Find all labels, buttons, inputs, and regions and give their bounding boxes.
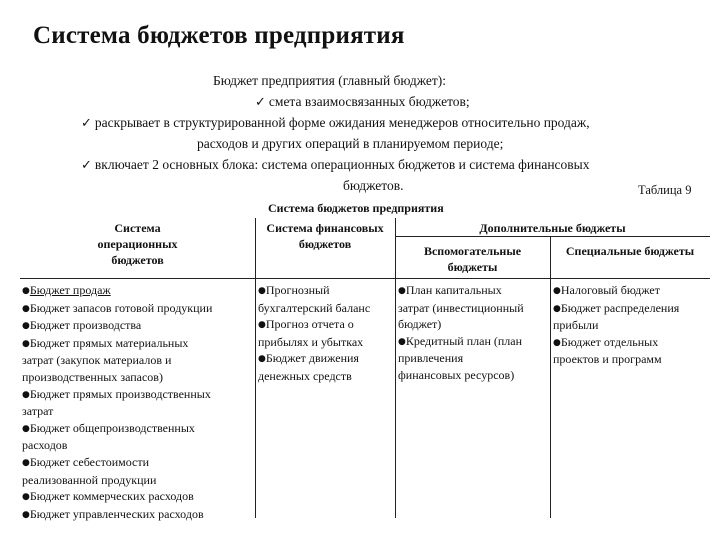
list-item: затрат [22,404,54,419]
header-financial [255,220,395,252]
header-operational-line: бюджетов [111,253,164,267]
list-item: производственных запасов) [22,369,163,384]
list-item: бухгалтерский баланс [258,300,371,315]
column-special: ●Налоговый бюджет ●Бюджет распределения прибыли ●Бюджет отдельных проектов и программ [553,283,680,367]
list-item: привлечения [398,351,464,366]
intro-bullet-1 [255,91,470,113]
intro-bullet-2 [81,112,590,134]
checkmark-icon: ✓ [81,158,92,173]
list-item: затрат (инвестиционный [398,300,524,315]
list-item: Кредитный план (план [405,333,523,348]
list-item: реализованной продукции [22,472,157,487]
list-item: финансовых ресурсов) [398,367,515,382]
list-item: Бюджет прямых материальных [29,335,189,350]
list-item: прибыли [553,318,599,333]
checkmark-icon: ✓ [81,116,92,131]
list-item: Бюджет общепроизводственных [29,420,195,435]
intro-bullet-1-text: смета взаимосвязанных бюджетов; [268,94,470,109]
page-title: Система бюджетов предприятия [33,22,405,49]
intro-bullet-3-line2: бюджетов. [343,178,404,193]
list-item: расходов [22,438,68,453]
header-auxiliary-line: Вспомогательные [423,244,522,258]
list-item: Бюджет коммерческих расходов [29,489,194,504]
column-operational: ●Бюджет продаж ●Бюджет запасов готовой продукции ●Бюджет производства ●Бюджет прямых материальных затрат (закупок материалов и производственных запасов) ●Бюджет прямых производственных затрат ●Бюджет общепроизводственных расходов ●Бюджет себестоимости реализованной продукции ●Бюджет коммерческих расходов ●Бюджет управленческих расходов [22,283,213,521]
header-operational-line: Система [114,221,161,235]
list-item: Прогнозный [265,283,330,297]
list-item: Бюджет отдельных [560,334,659,349]
list-item: Бюджет распределения [560,300,680,315]
budget-table [20,218,710,521]
list-item: Бюджет продаж [29,283,111,297]
table-number: Таблица 9 [638,183,692,197]
list-item: Бюджет запасов готовой продукции [29,300,213,315]
header-financial-line: Система финансовых [266,221,384,235]
header-auxiliary [395,243,550,275]
intro-bullet-3 [81,154,590,176]
intro-bullet-2-line1: раскрывает в структурированной форме ожидания менеджеров относительно продаж, [94,115,590,130]
checkmark-icon: ✓ [255,95,266,110]
header-operational-line: операционных [97,237,178,251]
list-item: Бюджет производства [29,318,142,333]
list-item: Прогноз отчета о [265,317,354,332]
intro-heading: Бюджет предприятия (главный бюджет): [213,73,446,88]
header-operational [20,220,255,268]
intro-bullet-2-line2: расходов и других операций в планируемом периоде; [197,136,504,151]
table-divider [20,278,710,279]
list-item: Бюджет себестоимости [29,454,150,469]
intro-bullet-3-line1: включает 2 основных блока: система операционных бюджетов и система финансовых [94,157,590,172]
list-item: План капитальных [405,283,502,297]
header-financial-line: бюджетов [298,237,352,251]
list-item: Бюджет движения [265,351,359,366]
list-item: прибылях и убытках [258,334,364,349]
table-divider [255,218,256,518]
list-item: Налоговый бюджет [560,283,660,297]
list-item: бюджет) [398,317,442,332]
header-special: Специальные бюджеты [565,244,695,258]
column-financial: ●Прогнозный бухгалтерский баланс ●Прогноз отчета о прибылях и убытках ●Бюджет движения денежных средств [258,283,371,383]
table-caption: Система бюджетов предприятия [268,201,444,215]
list-item: денежных средств [258,368,352,383]
list-item: Бюджет прямых производственных [29,386,211,401]
header-auxiliary-line: бюджеты [447,260,498,274]
table-divider [395,236,710,237]
header-additional: Дополнительные бюджеты [479,221,626,235]
list-item: Бюджет управленческих расходов [29,506,204,521]
list-item: проектов и программ [553,352,662,367]
column-auxiliary: ●План капитальных затрат (инвестиционный бюджет) ●Кредитный план (план привлечения финансовых ресурсов) [398,283,524,382]
list-item: затрат (закупок материалов и [22,353,172,368]
